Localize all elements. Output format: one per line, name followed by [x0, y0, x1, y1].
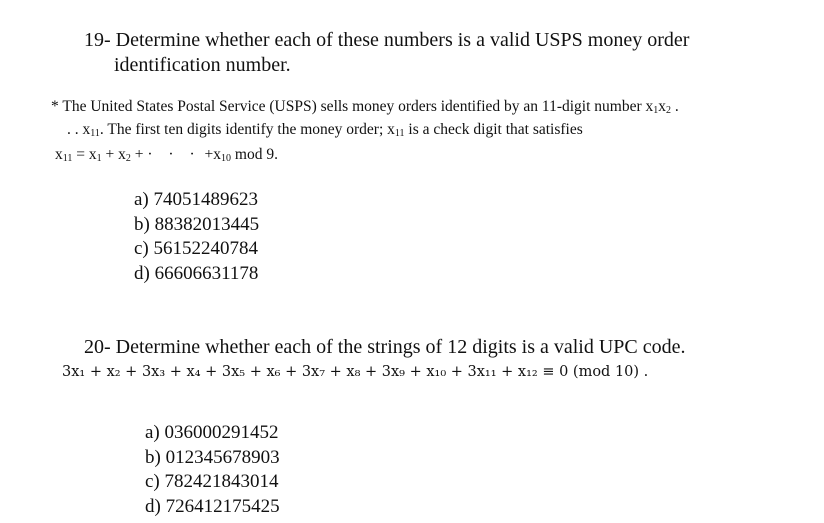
upc-check-formula: 3x₁ + x₂ + 3x₃ + x₄ + 3x₅ + x₆ + 3x₇ + x₈ + 3x₉ + x₁₀ + 3x₁₁ + x₁₂ ≡ 0 (mod 10) .: [62, 364, 649, 380]
problem-19-title-continued: identification number.: [114, 54, 291, 76]
option-item: c) 782421843014: [145, 471, 279, 492]
problem-20-title: 20- Determine whether each of the strings of 12 digits is a valid UPC code.: [84, 336, 686, 358]
option-item: d) 726412175425: [145, 495, 280, 517]
option-item: d) 66606631178: [134, 262, 259, 284]
problem-19-note-line-2: . . $x_{11}$. The first ten digits identify the money order; $x_{11}$ is a check digit that satisfies: [67, 121, 583, 139]
problem-19-check-digit-formula: $x_{11} = x_1 + x_2$ + · · · $+x_{10}$ mod 9.: [55, 146, 278, 164]
problem-19-note-line-1: * The United States Postal Service (USPS) sells money orders identified by an 11-digit number $x_1x_2$ .: [51, 98, 679, 116]
option-item: b) 012345678903: [145, 446, 280, 468]
option-item: a) 036000291452: [145, 422, 279, 443]
option-item: b) 88382013445: [134, 213, 260, 235]
problem-19-title: 19- Determine whether each of these numbers is a valid USPS money order: [84, 29, 690, 51]
problem-19-options: [134, 188, 259, 286]
option-item: a) 74051489623: [134, 189, 259, 210]
problem-20-options: [145, 421, 280, 519]
option-item: c) 56152240784: [134, 238, 259, 259]
